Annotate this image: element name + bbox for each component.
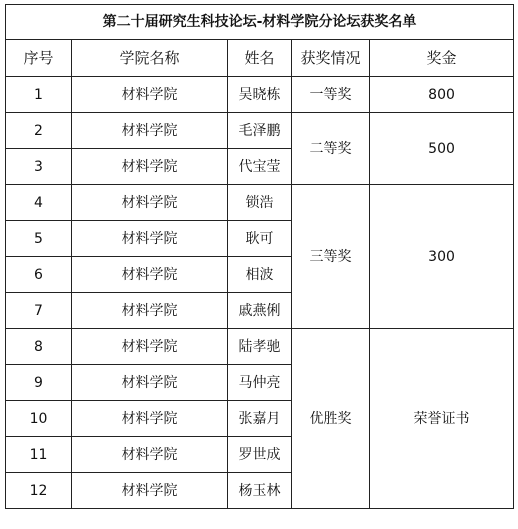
prize-cell-second: 500 [370, 113, 514, 185]
table-row [6, 185, 514, 221]
table-title: 第二十届研究生科技论坛-材料学院分论坛获奖名单 [6, 5, 514, 40]
row-number: 12 [6, 473, 72, 509]
name-cell: 代宝莹 [228, 149, 292, 185]
name-cell: 相波 [228, 257, 292, 293]
prize-cell-first: 800 [370, 77, 514, 113]
name-cell: 张嘉月 [228, 401, 292, 437]
row-number: 2 [6, 113, 72, 149]
college-cell: 材料学院 [72, 77, 228, 113]
row-number: 6 [6, 257, 72, 293]
row-number: 7 [6, 293, 72, 329]
row-number: 1 [6, 77, 72, 113]
award-table [5, 4, 514, 509]
table-row [6, 329, 514, 365]
name-cell: 锁浩 [228, 185, 292, 221]
name-cell: 毛泽鹏 [228, 113, 292, 149]
table-row [6, 113, 514, 149]
header-row [6, 40, 514, 77]
award-cell-first: 一等奖 [292, 77, 370, 113]
name-cell: 杨玉林 [228, 473, 292, 509]
college-cell: 材料学院 [72, 185, 228, 221]
name-cell: 陆孝驰 [228, 329, 292, 365]
name-cell: 马仲亮 [228, 365, 292, 401]
college-cell: 材料学院 [72, 437, 228, 473]
row-number: 8 [6, 329, 72, 365]
header-name: 姓名 [228, 40, 292, 77]
name-cell: 吴晓栋 [228, 77, 292, 113]
college-cell: 材料学院 [72, 257, 228, 293]
row-number: 10 [6, 401, 72, 437]
header-no: 序号 [6, 40, 72, 77]
header-prize: 奖金 [370, 40, 514, 77]
prize-cell-merit: 荣誉证书 [370, 329, 514, 509]
college-cell: 材料学院 [72, 293, 228, 329]
name-cell: 戚燕俐 [228, 293, 292, 329]
college-cell: 材料学院 [72, 473, 228, 509]
row-number: 11 [6, 437, 72, 473]
college-cell: 材料学院 [72, 221, 228, 257]
row-number: 4 [6, 185, 72, 221]
award-cell-third: 三等奖 [292, 185, 370, 329]
table-row [6, 77, 514, 113]
college-cell: 材料学院 [72, 149, 228, 185]
header-award: 获奖情况 [292, 40, 370, 77]
prize-cell-third: 300 [370, 185, 514, 329]
name-cell: 罗世成 [228, 437, 292, 473]
title-row [6, 5, 514, 40]
award-cell-merit: 优胜奖 [292, 329, 370, 509]
college-cell: 材料学院 [72, 329, 228, 365]
award-cell-second: 二等奖 [292, 113, 370, 185]
name-cell: 耿可 [228, 221, 292, 257]
college-cell: 材料学院 [72, 113, 228, 149]
row-number: 9 [6, 365, 72, 401]
row-number: 5 [6, 221, 72, 257]
row-number: 3 [6, 149, 72, 185]
college-cell: 材料学院 [72, 401, 228, 437]
header-college: 学院名称 [72, 40, 228, 77]
college-cell: 材料学院 [72, 365, 228, 401]
